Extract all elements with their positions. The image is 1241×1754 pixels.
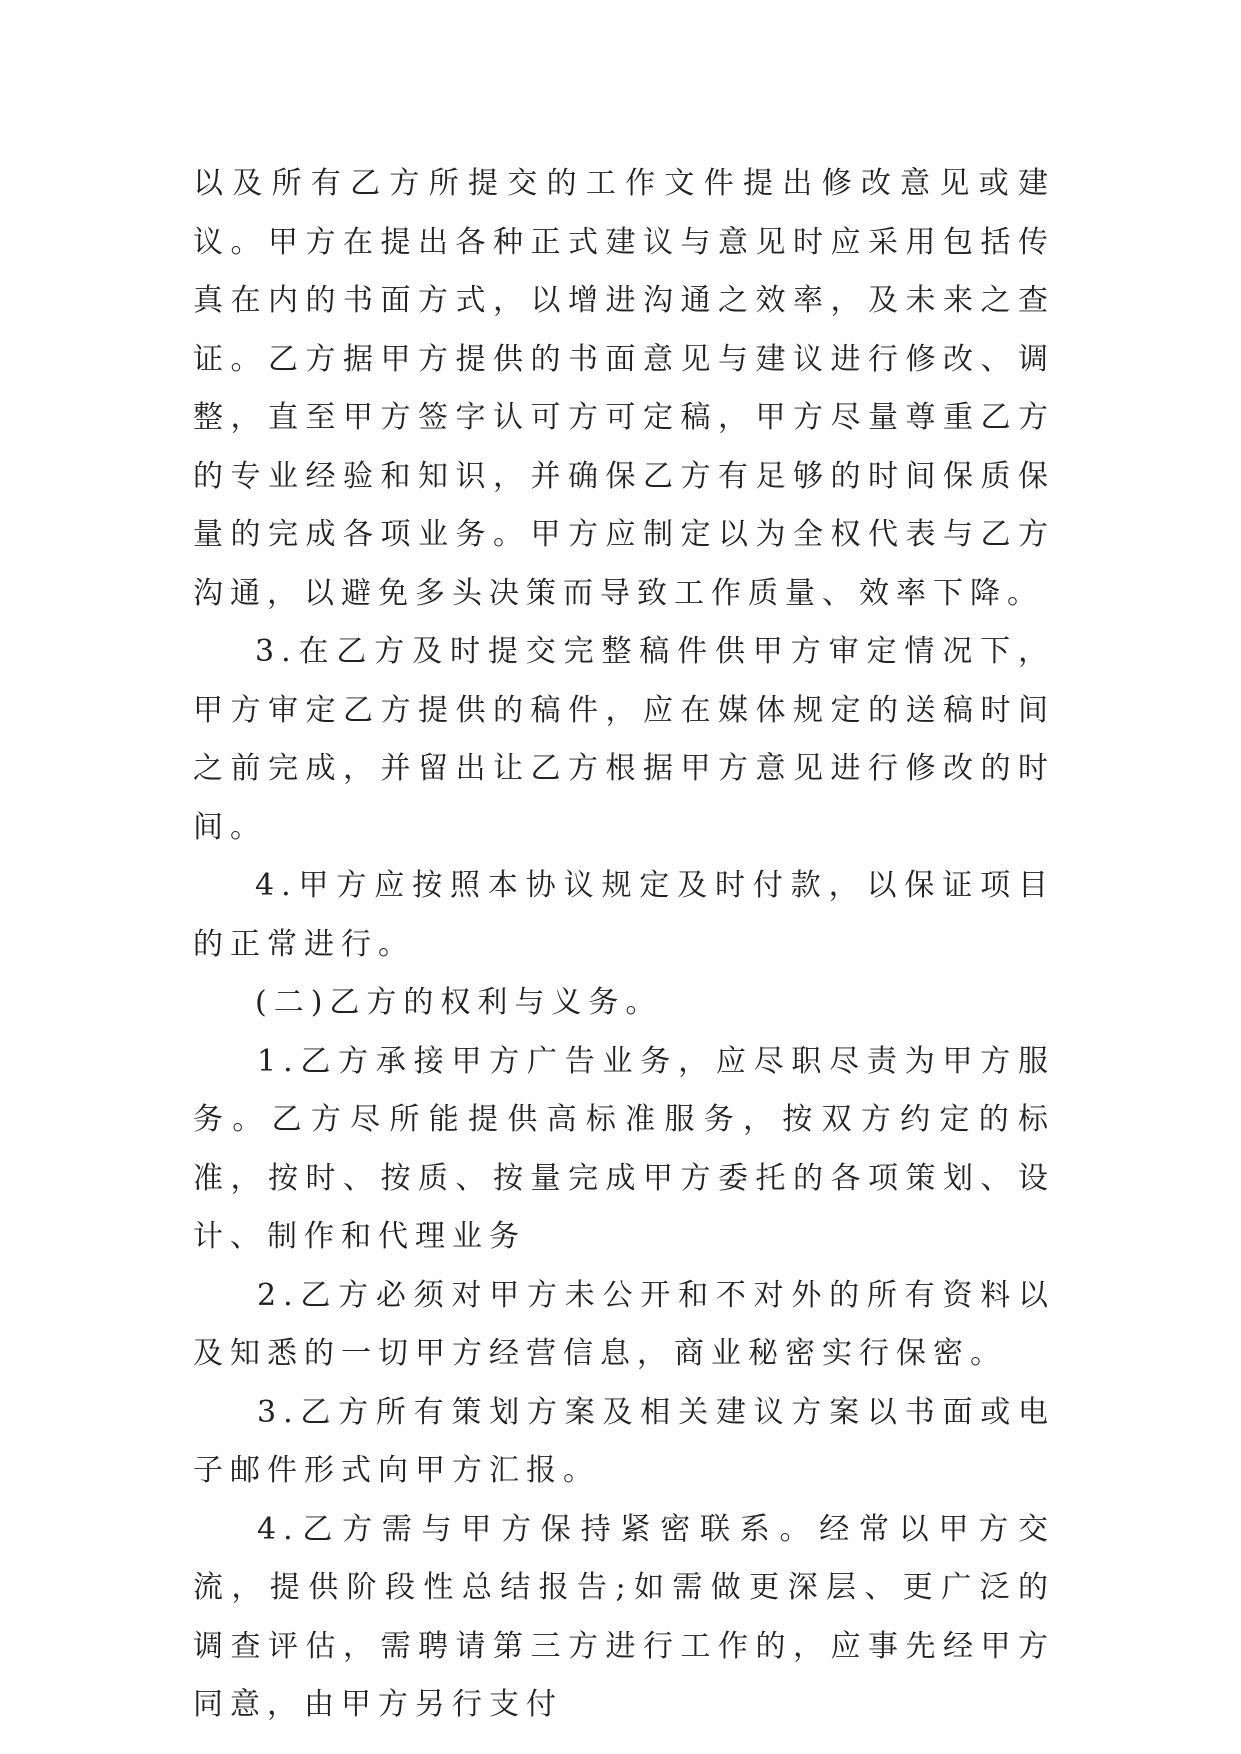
paragraph-party-b-item-3: 3.乙方所有策划方案及相关建议方案以书面或电子邮件形式向甲方汇报。 xyxy=(193,1394,1055,1488)
section-heading-party-b-rights: (二)乙方的权利与义务。 xyxy=(255,985,663,1020)
paragraph-party-b-item-1: 1.乙方承接甲方广告业务，应尽职尽责为甲方服务。乙方尽所能提供高标准服务，按双方约定的标准，按时、按质、按量完成甲方委托的各项策划、设计、制作和代理业务 xyxy=(193,1043,1055,1254)
document-body xyxy=(193,155,1055,1735)
paragraph-party-a-obligations-continued: 以及所有乙方所提交的工作文件提出修改意见或建议。甲方在提出各种正式建议与意见时应采用包括传真在内的书面方式，以增进沟通之效率，及未来之查证。乙方据甲方提供的书面意见与建议进行修改、调整，直至甲方签字认可方可定稿，甲方尽量尊重乙方的专业经验和知识，并确保乙方有足够的时间保质保量的完成各项业务。甲方应制定以为全权代表与乙方沟通，以避免多头决策而导致工作质量、效率下降。 xyxy=(193,166,1055,611)
paragraph-party-b-item-4: 4.乙方需与甲方保持紧密联系。经常以甲方交流，提供阶段性总结报告;如需做更深层、更广泛的调查评估，需聘请第三方进行工作的，应事先经甲方同意，由甲方另行支付 xyxy=(193,1511,1055,1722)
paragraph-party-a-item-4: 4.甲方应按照本协议规定及时付款，以保证项目的正常进行。 xyxy=(193,868,1055,962)
paragraph-party-a-item-3: 3.在乙方及时提交完整稿件供甲方审定情况下，甲方审定乙方提供的稿件，应在媒体规定的送稿时间之前完成，并留出让乙方根据甲方意见进行修改的时间。 xyxy=(193,634,1055,845)
paragraph-party-b-item-2: 2.乙方必须对甲方未公开和不对外的所有资料以及知悉的一切甲方经营信息，商业秘密实行保密。 xyxy=(193,1277,1055,1371)
